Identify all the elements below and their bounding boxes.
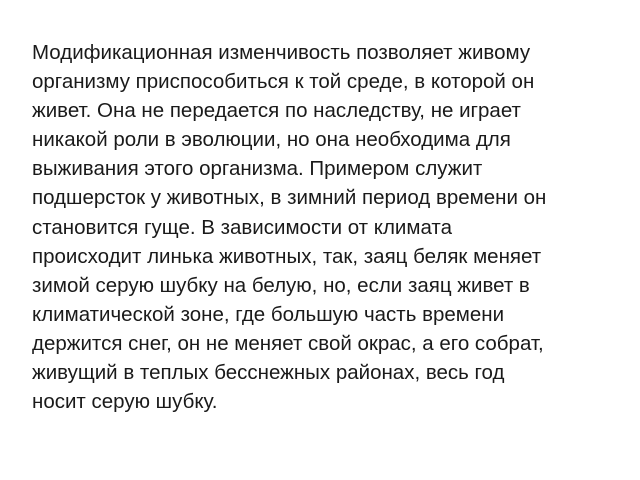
- paragraph-line: выживания этого организма. Примером служит: [32, 157, 483, 181]
- body-paragraph: [32, 38, 622, 416]
- paragraph-line: климатической зоне, где большую часть времени: [32, 302, 505, 326]
- paragraph-line: живущий в теплых бесснежных районах, весь год: [32, 361, 505, 385]
- paragraph-line: происходит линька животных, так, заяц беляк меняет: [32, 244, 542, 268]
- paragraph-line: зимой серую шубку на белую, но, если заяц живет в: [32, 273, 530, 297]
- paragraph-line: Модификационная изменчивость позволяет живому: [32, 41, 531, 64]
- paragraph-line: становится гуще. В зависимости от климата: [32, 215, 452, 239]
- paragraph-line: организму приспособиться к той среде, в которой он: [32, 70, 535, 94]
- paragraph-line: живет. Она не передается по наследству, не играет: [32, 99, 521, 123]
- paragraph-line: подшерсток у животных, в зимний период времени он: [32, 186, 547, 210]
- paragraph-line: носит серую шубку.: [32, 390, 218, 414]
- paragraph-line: держится снег, он не меняет свой окрас, а его собрат,: [32, 331, 544, 355]
- paragraph-line: никакой роли в эволюции, но она необходима для: [32, 128, 511, 152]
